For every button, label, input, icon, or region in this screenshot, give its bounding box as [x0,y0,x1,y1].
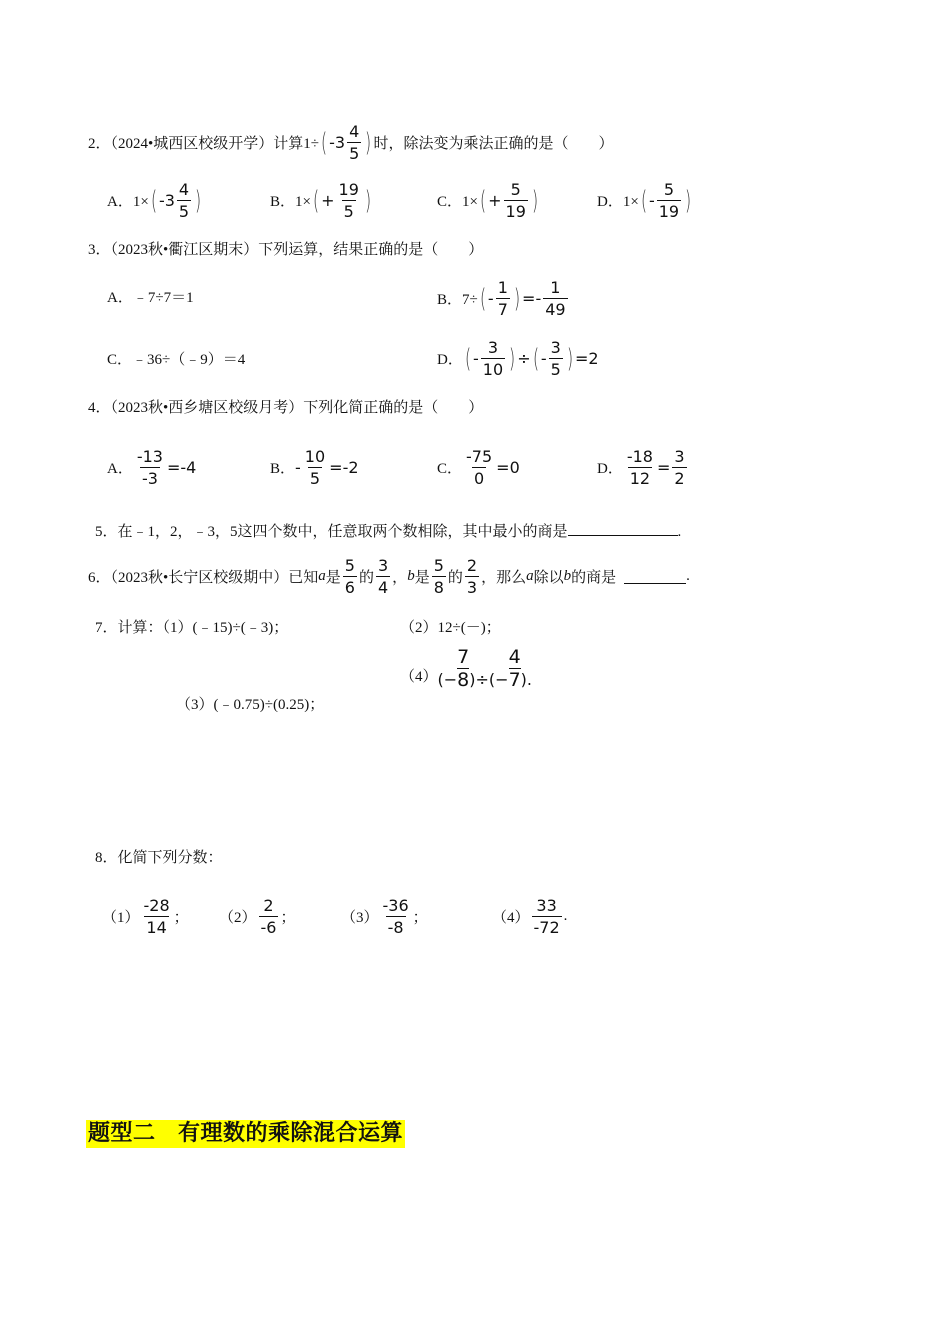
q5-text: 5．在﹣1，2，﹣3，5这四个数中，任意取两个数相除，其中最小的商是 . [95,521,681,542]
q3-option-b[interactable]: B．7÷ ( - $\frac{1}{7}$ ) =- $\frac{1}{49}$ [437,278,566,319]
q7-part-2: （2）12÷(－)； [400,620,501,636]
q4-option-b[interactable]: B． - $\frac{10}{5}$ =-2 [270,447,359,488]
q7-part-3: （3）(﹣0.75)÷(0.25)； [176,697,325,713]
q2-stem: 2．（2024•城西区校级开学）计算1÷ ( -3 $\frac{4}{5}$ ) 时，除法变为乘法正确的是（ ） [88,122,614,163]
q2-option-b[interactable]: B．1× ( + $\frac{19}{5}$ ) [270,180,372,221]
q3-option-d[interactable]: D． ( - $\frac{3}{10}$ ) ÷ ( - $\frac{3}{5}$ ) =2 [437,338,599,379]
q2-option-a[interactable]: A．1× ( -3 $\frac{4}{5}$ ) [107,180,202,221]
q4-option-c[interactable]: C． $\frac{-75}{0}$ =0 [437,447,520,488]
q6-text: 6．（2023秋•长宁区校级期中）已知 a 是 $\frac{5}{6}$ 的 $\frac{3}{4}$ ， b 是 $\frac{5}{8}$ 的 $\frac{2}{3}$ ，那么 a 除以 b 的商是 . [88,556,690,597]
q3-option-a[interactable]: A．﹣7÷7＝1 [107,290,194,306]
q3-stem: 3．（2023秋•衢江区期末）下列运算，结果正确的是（ ） [88,242,484,258]
q8-part-2: （2） $\frac{2}{-6}$ ； [219,896,296,937]
q2-option-d[interactable]: D．1× ( - $\frac{5}{19}$ ) [597,180,692,221]
section-heading: 题型二 有理数的乘除混合运算 [88,1121,404,1146]
q7-part-4: （4） (− $\frac{7}{8}$ )÷(− $\frac{4}{7}$ ). [400,646,532,691]
q2-option-c[interactable]: C．1× ( + $\frac{5}{19}$ ) [437,180,539,221]
q3-option-c[interactable]: C．﹣36÷（﹣9）＝4 [107,352,246,368]
q8-stem: 8．化简下列分数： [95,850,223,866]
q8-part-1: （1） $\frac{-28}{14}$ ； [102,896,189,937]
q8-part-3: （3） $\frac{-36}{-8}$ ； [341,896,428,937]
answer-blank[interactable] [624,569,686,584]
q4-stem: 4．（2023秋•西乡塘区校级月考）下列化简正确的是（ ） [88,400,484,416]
q4-option-d[interactable]: D． $\frac{-18}{12}$ = $\frac{3}{2}$ [597,447,685,488]
q7-stem: 7．计算：（1）(﹣15)÷(﹣3)； [95,620,289,636]
q8-part-4: （4） $\frac{33}{-72}$ . [492,896,568,937]
q4-option-a[interactable]: A． $\frac{-13}{-3}$ =-4 [107,447,197,488]
answer-blank[interactable] [568,521,678,536]
